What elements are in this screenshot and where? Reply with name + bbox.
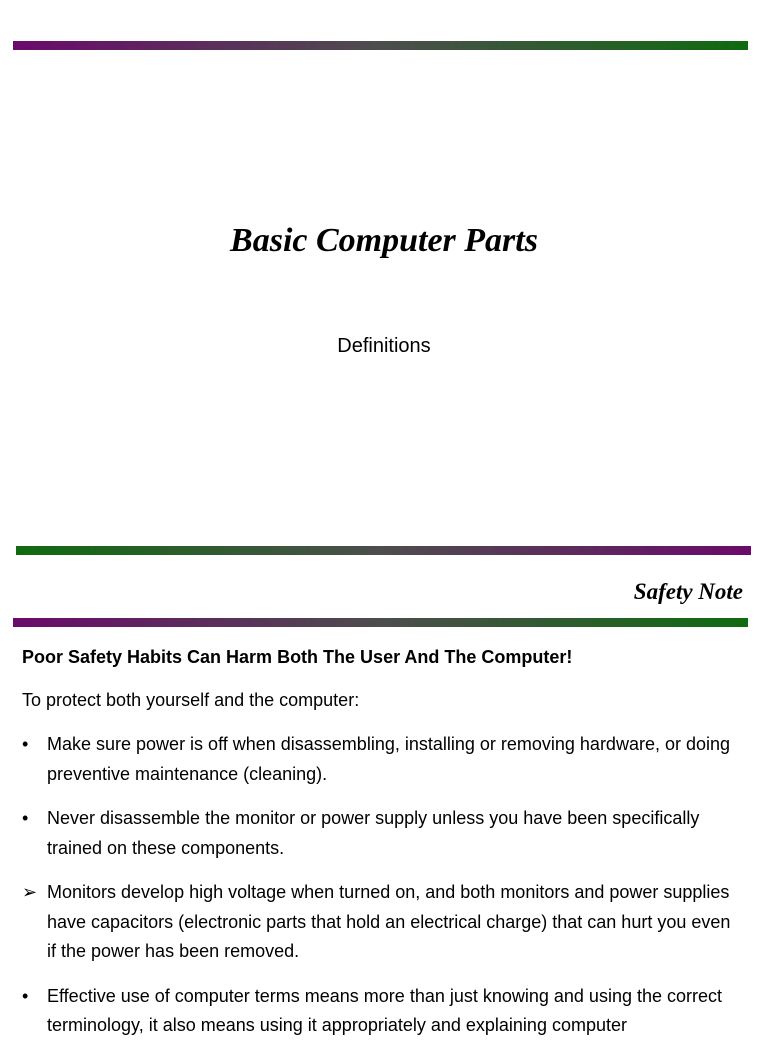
list-item-text: Monitors develop high voltage when turned on, and both monitors and power supplies have capacitors (electronic parts that hold an electrical charge) that can hurt you even if the power has been removed. <box>47 882 731 961</box>
bullet-icon: • <box>22 808 29 828</box>
section-divider-bar <box>13 618 748 627</box>
list-item-text: Make sure power is off when disassembling, installing or removing hardware, or doing preventive maintenance (cleaning). <box>47 734 731 784</box>
slide-subtitle: Definitions <box>337 335 431 357</box>
safety-intro-text: To protect both yourself and the computer: <box>22 689 360 710</box>
list-item <box>22 878 740 967</box>
bullet-icon: • <box>22 985 29 1006</box>
section-heading: Safety Note <box>633 579 743 604</box>
list-item-text: Never disassemble the monitor or power supply unless you have been specifically trained on these components. <box>47 808 700 858</box>
safety-lead-text: Poor Safety Habits Can Harm Both The User And The Computer! <box>22 647 573 667</box>
safety-note-content <box>22 643 740 1041</box>
top-divider-bar <box>13 41 748 50</box>
bullet-icon: • <box>22 734 29 754</box>
list-item <box>22 804 740 863</box>
list-item <box>22 982 740 1041</box>
list-item-text: Effective use of computer terms means more than just knowing and using the correct terminology, it also means using it appropriately and explaining computer <box>47 985 722 1035</box>
list-item <box>22 730 740 789</box>
middle-divider-bar <box>16 546 751 555</box>
arrow-bullet-icon: ➢ <box>22 882 38 902</box>
slide-title: Basic Computer Parts <box>230 222 538 259</box>
